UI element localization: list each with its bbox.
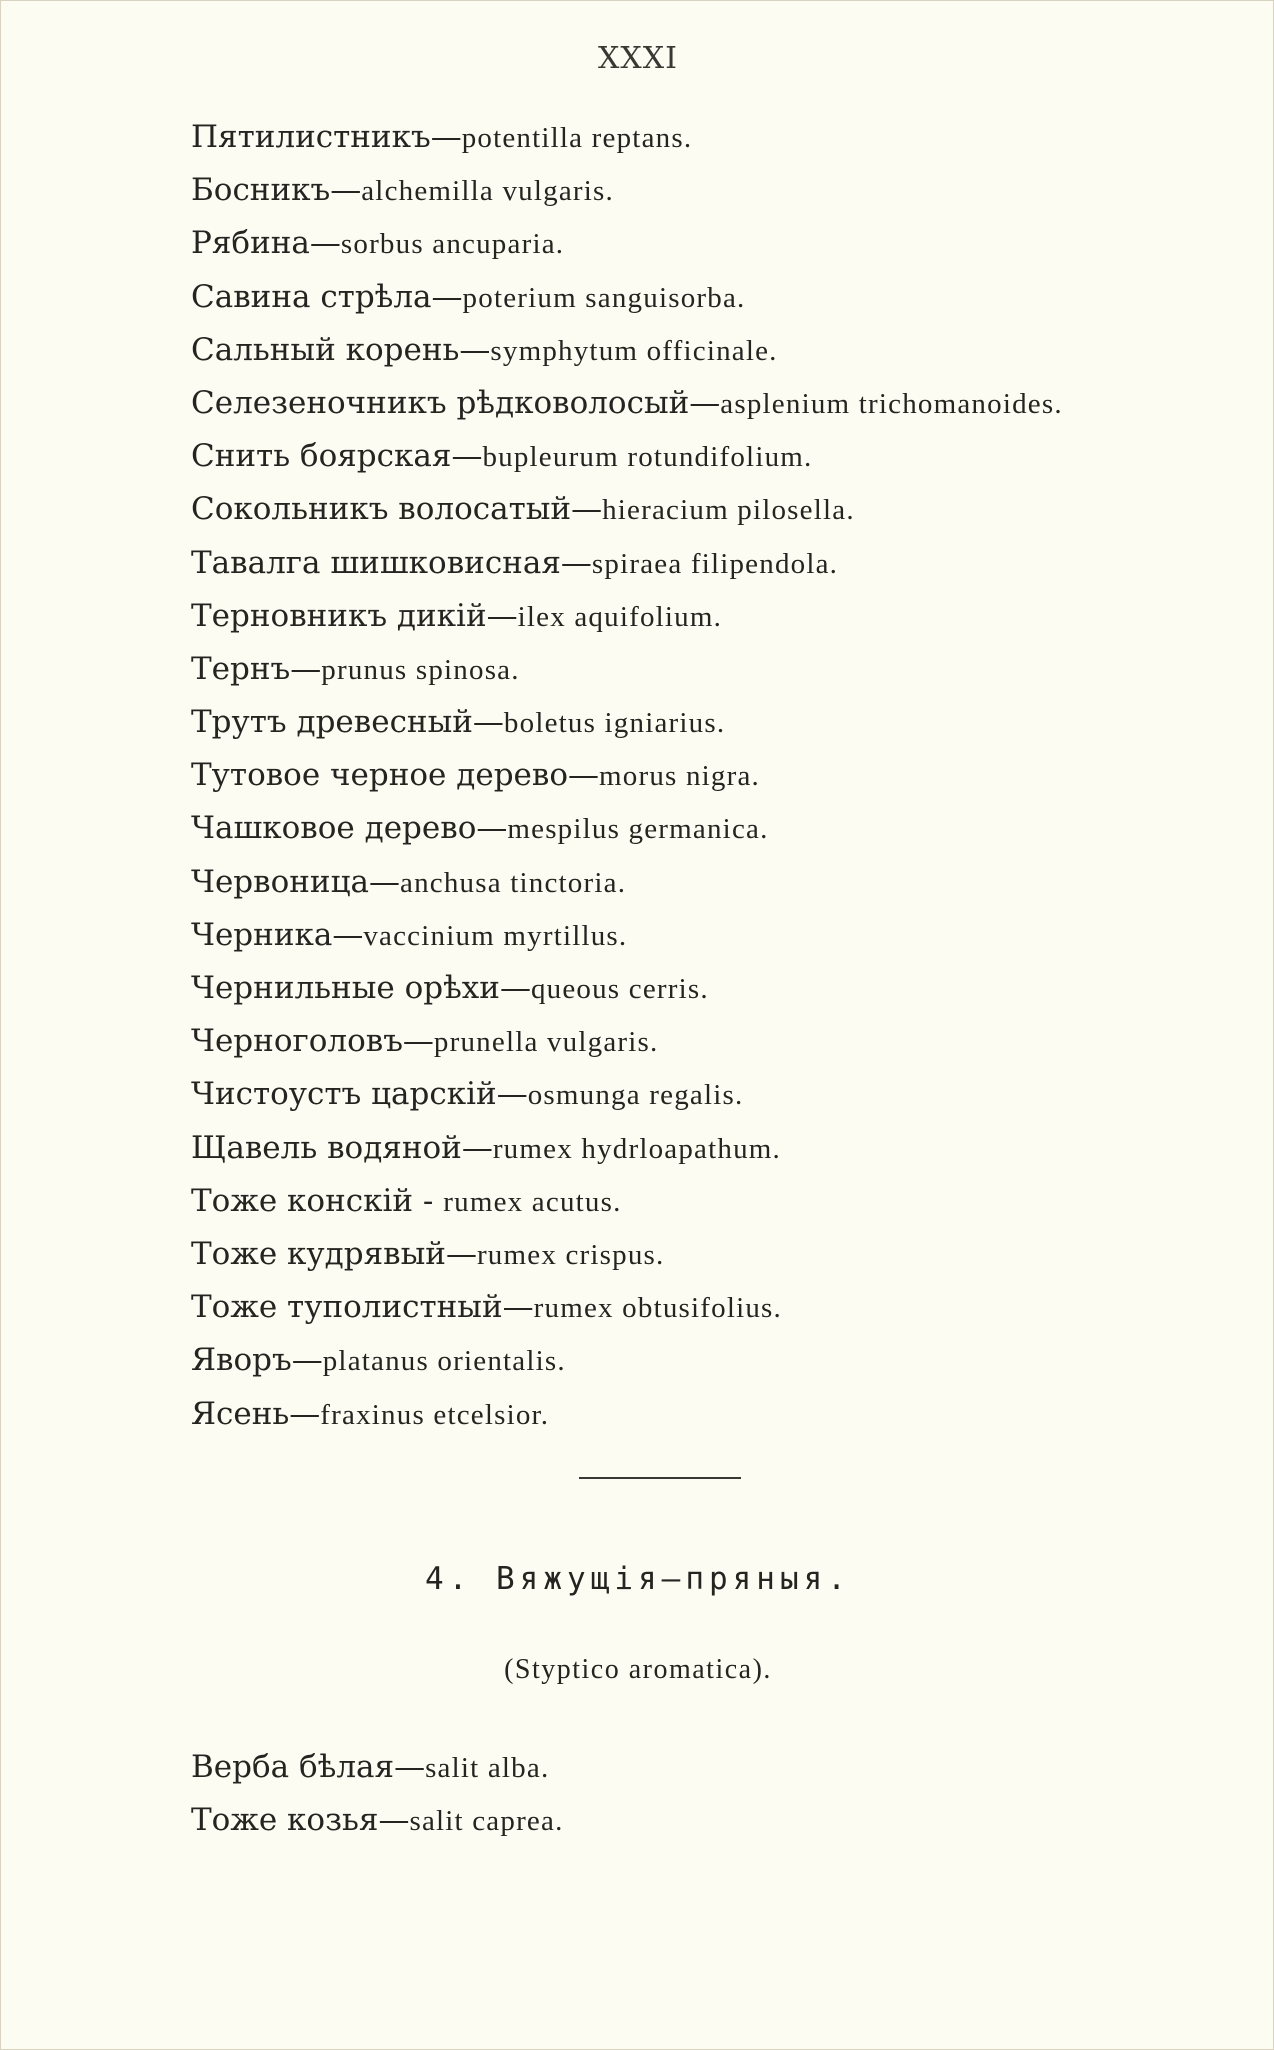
latin-name: ilex aquifolium. — [517, 600, 723, 633]
russian-name: Тутовое черное дерево — [191, 757, 568, 794]
list-item — [191, 856, 1251, 909]
list-item — [191, 962, 1251, 1015]
dash: — — [459, 331, 491, 368]
russian-name: Верба бѣлая — [191, 1749, 395, 1785]
latin-name: morus nigra. — [599, 760, 760, 793]
section-heading: 4. Вяжущiя—пряныя. — [425, 1561, 851, 1597]
list-item — [191, 1068, 1251, 1121]
latin-name: prunus spinosa. — [321, 653, 520, 686]
latin-name: spiraea filipendola. — [591, 547, 839, 580]
russian-name: Чистоустъ царскiй — [191, 1076, 497, 1113]
latin-name: rumex hydrloapathum. — [492, 1132, 781, 1165]
latin-name: anchusa tinctoria. — [400, 866, 627, 899]
list-item — [191, 802, 1251, 855]
list-item — [191, 271, 1251, 324]
list-item — [191, 1334, 1251, 1387]
list-item — [191, 696, 1251, 749]
latin-name: bupleurum rotundifolium. — [482, 441, 813, 474]
list-item — [191, 749, 1251, 802]
latin-name: rumex crispus. — [476, 1238, 665, 1271]
dash: — — [291, 1342, 323, 1379]
russian-name: Рябина — [191, 225, 310, 262]
russian-name: Яворъ — [191, 1342, 292, 1379]
russian-name: Трутъ древесный — [191, 704, 473, 741]
latin-name: sorbus ancuparia. — [340, 228, 565, 261]
list-item — [191, 324, 1251, 377]
list-item — [191, 537, 1251, 590]
list-item — [191, 111, 1251, 164]
russian-name: Ясень — [191, 1395, 290, 1432]
list-item — [191, 1015, 1251, 1068]
dash: — — [472, 704, 504, 741]
list-item — [191, 217, 1251, 270]
list-item — [191, 377, 1251, 430]
list-item — [191, 643, 1251, 696]
russian-name: Терновникъ дикiй — [191, 597, 487, 634]
russian-name: Щавель водяной — [191, 1129, 462, 1166]
list-item — [191, 1122, 1251, 1175]
section-subtitle: (Styptico aromatica). — [504, 1654, 772, 1685]
list-item — [191, 909, 1251, 962]
russian-name: Червоница — [191, 863, 370, 900]
latin-name: symphytum officinale. — [490, 334, 778, 367]
dash: — — [290, 650, 322, 687]
dash: — — [496, 1076, 528, 1113]
latin-name: asplenium trichomanoides. — [720, 387, 1063, 420]
dash: — — [430, 119, 462, 155]
dash: — — [369, 863, 401, 900]
dash: — — [402, 1023, 434, 1060]
list-item — [191, 1175, 1251, 1228]
latin-name: salit caprea. — [409, 1805, 564, 1838]
dash: — — [571, 491, 603, 528]
page-number: XXXI — [598, 41, 678, 76]
latin-name: rumex acutus. — [443, 1185, 622, 1218]
russian-name: Босникъ — [191, 172, 331, 209]
dash: — — [378, 1802, 410, 1839]
latin-name: alchemilla vulgaris. — [361, 175, 614, 208]
russian-name: Тоже кудрявый — [191, 1235, 446, 1272]
russian-name: Пятилистникъ — [191, 119, 431, 155]
dash: — — [431, 278, 463, 315]
russian-name: Тавалга шишковисная — [191, 544, 561, 581]
dash: — — [568, 757, 599, 794]
list-item — [191, 1794, 1251, 1847]
latin-name: queous cerris. — [530, 973, 709, 1005]
russian-name: Тернъ — [191, 650, 291, 687]
latin-name: potentilla reptans. — [461, 122, 693, 154]
section-divider — [579, 1477, 741, 1479]
russian-name: Савина стрѣла — [191, 278, 432, 315]
dash: - — [413, 1182, 444, 1219]
list-item — [191, 1388, 1251, 1441]
russian-name: Сальный корень — [191, 331, 460, 368]
dash: — — [394, 1749, 426, 1785]
russian-name: Тоже туполистный — [191, 1289, 503, 1326]
dash: — — [330, 172, 362, 209]
list-item — [191, 164, 1251, 217]
dash: — — [499, 970, 531, 1006]
latin-name: salit alba. — [425, 1752, 550, 1784]
dash: — — [461, 1129, 493, 1166]
russian-name: Тоже козья — [191, 1802, 379, 1839]
russian-name: Чернильные орѣхи — [191, 970, 500, 1006]
dash: — — [445, 1235, 477, 1272]
russian-name: Черника — [191, 916, 333, 953]
dash: — — [502, 1289, 534, 1326]
latin-name: fraxinus etcelsior. — [320, 1398, 550, 1431]
russian-name: Снить боярская — [191, 438, 452, 475]
russian-name: Чашковое дерево — [191, 810, 477, 847]
dash: — — [689, 384, 721, 421]
latin-name: boletus igniarius. — [503, 707, 726, 740]
list-item — [191, 1228, 1251, 1281]
latin-name: hieracium pilosella. — [602, 494, 855, 527]
list-item — [191, 1281, 1251, 1334]
latin-name: vaccinium myrtillus. — [363, 919, 628, 952]
dash: — — [332, 916, 364, 953]
latin-name: mespilus germanica. — [507, 813, 769, 846]
list-item — [191, 1741, 1251, 1794]
latin-name: rumex obtusifolius. — [533, 1292, 782, 1325]
latin-name: osmunga regalis. — [527, 1079, 744, 1112]
list-item — [191, 430, 1251, 483]
dash: — — [476, 810, 508, 847]
dash: — — [486, 597, 518, 634]
dash: — — [289, 1395, 321, 1432]
dash: — — [309, 225, 341, 262]
latin-name: poterium sanguisorba. — [462, 281, 746, 314]
russian-name: Сокольникъ волосатый — [191, 491, 572, 528]
section-plant-list — [191, 1741, 1251, 1847]
plant-list — [191, 111, 1251, 1441]
russian-name: Селезеночникъ рѣдковолосый — [191, 384, 690, 421]
russian-name: Черноголовъ — [191, 1023, 403, 1060]
list-item — [191, 590, 1251, 643]
latin-name: platanus orientalis. — [322, 1345, 566, 1378]
russian-name: Тоже конскiй — [191, 1182, 414, 1219]
dash: — — [560, 544, 592, 581]
latin-name: prunella vulgaris. — [433, 1026, 659, 1059]
list-item — [191, 483, 1251, 536]
dash: — — [451, 438, 483, 475]
